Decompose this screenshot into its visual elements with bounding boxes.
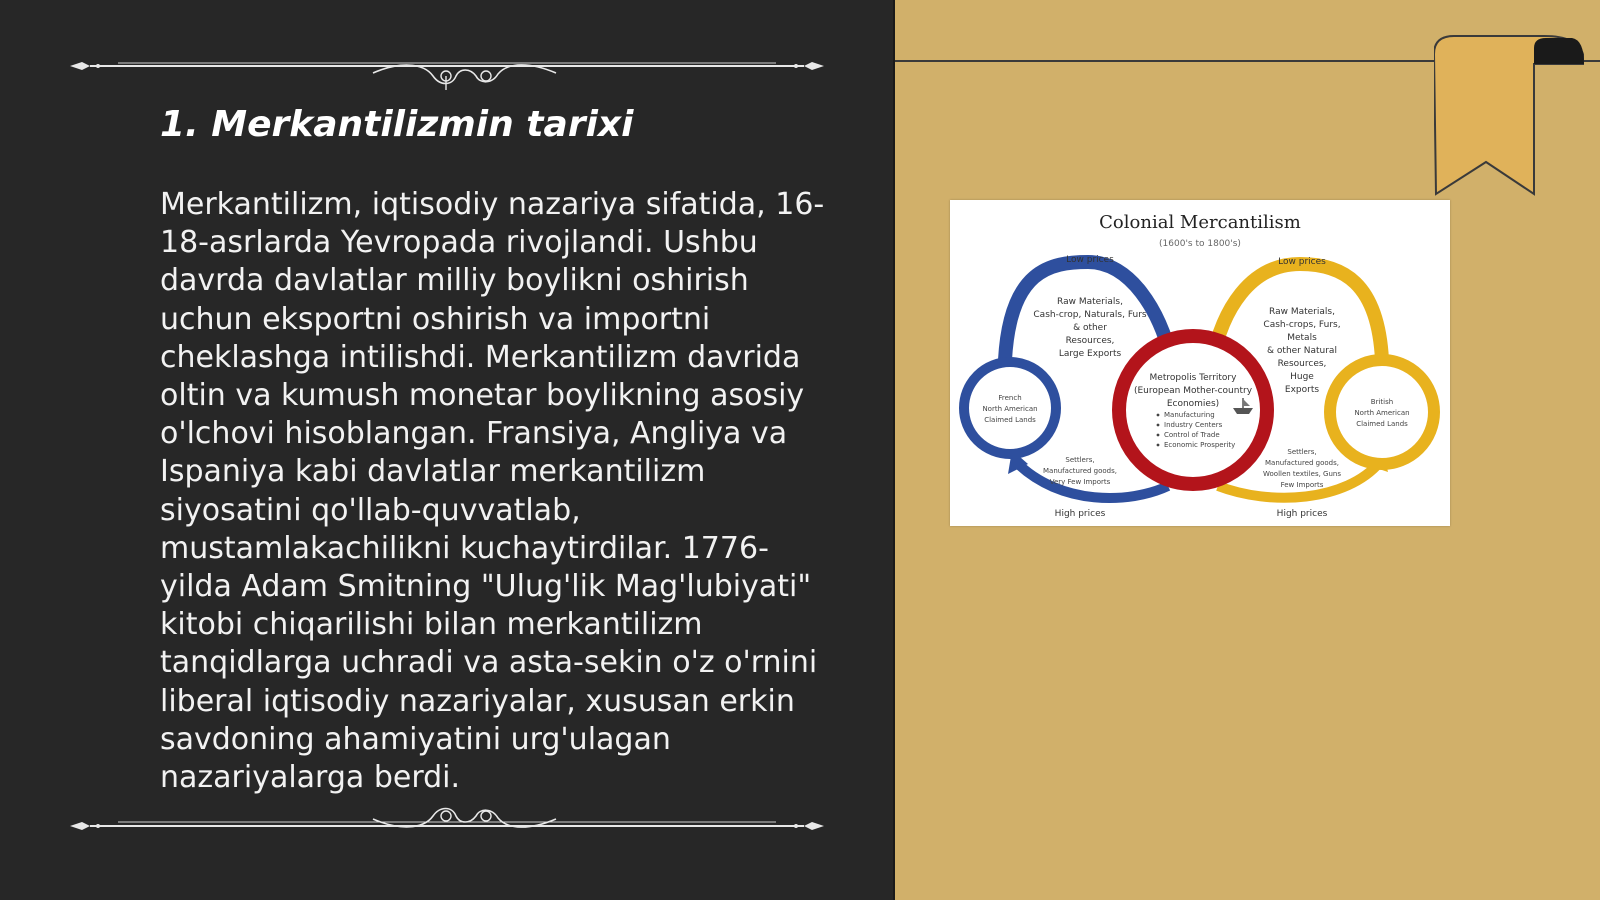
ornament-top	[68, 40, 826, 90]
svg-text:Settlers,: Settlers,	[1065, 456, 1095, 464]
svg-text:British: British	[1370, 398, 1394, 406]
svg-text:Economic Prosperity: Economic Prosperity	[1164, 441, 1236, 449]
low-prices-right: Low prices	[1278, 257, 1326, 267]
svg-text:(European Mother-country: (European Mother-country	[1133, 386, 1253, 396]
slide-title: 1. Merkantilizmin tarixi	[160, 104, 634, 145]
svg-text:Economies): Economies)	[1166, 399, 1220, 409]
svg-text:North American: North American	[982, 405, 1038, 413]
diagram-title: Colonial Mercantilism	[1099, 212, 1301, 233]
high-prices-right: High prices	[1276, 509, 1328, 519]
ornament-bottom	[68, 782, 826, 832]
svg-text:Settlers,: Settlers,	[1287, 448, 1317, 456]
svg-text:Control of Trade: Control of Trade	[1164, 431, 1220, 439]
svg-text:Resources,: Resources,	[1277, 359, 1327, 369]
diagram-subtitle: (1600's to 1800's)	[1159, 239, 1241, 249]
colonial-mercantilism-diagram	[950, 200, 1450, 526]
svg-text:Industry Centers: Industry Centers	[1164, 421, 1223, 429]
left-raw-materials-label	[1033, 297, 1147, 359]
panel-divider	[893, 0, 895, 900]
svg-text:Manufacturing: Manufacturing	[1164, 411, 1215, 419]
left-settlers-label	[1043, 456, 1117, 486]
svg-text:French: French	[998, 394, 1022, 402]
svg-text:Large Exports: Large Exports	[1058, 349, 1122, 359]
svg-text:Manufactured goods,: Manufactured goods,	[1042, 467, 1118, 475]
svg-text:Metals: Metals	[1287, 333, 1317, 343]
svg-text:Huge: Huge	[1290, 372, 1314, 382]
low-prices-left: Low prices	[1066, 255, 1114, 265]
svg-text:Claimed Lands: Claimed Lands	[1356, 420, 1408, 428]
slide-body-text: Merkantilizm, iqtisodiy nazariya sifatida, 16-18-asrlarda Yevropada rivojlandi. Ushbu davrda davlatlar milliy boylikni oshirish uchun eksportni oshirish va importni cheklashga intilishdi. Merkantilizm davrida oltin va kumush monetar boylikning asosiy o'lchovi hisoblangan. Fransiya, Angliya va Ispaniya kabi davlatlar merkantilizm siyosatini qo'llab-quvvatlab, mustamlakachilikni kuchaytirdilar. 1776-yilda Adam Smitning "Ulug'lik Mag'lubiyati" kitobi chiqarilishi bilan merkantilizm tanqidlarga uchradi va asta-sekin o'z o'rnini liberal iqtisodiy nazariyalar, xususan erkin savdoning ahamiyatini urg'ulagan nazariyalarga berdi.	[160, 187, 825, 796]
svg-text:& other Natural: & other Natural	[1267, 346, 1337, 356]
svg-text:Metropolis Territory: Metropolis Territory	[1149, 373, 1237, 383]
svg-text:North American: North American	[1354, 409, 1410, 417]
svg-text:Raw Materials,: Raw Materials,	[1057, 297, 1123, 307]
svg-text:Raw Materials,: Raw Materials,	[1269, 307, 1335, 317]
svg-text:Exports: Exports	[1284, 385, 1320, 395]
svg-text:Cash-crops, Furs,: Cash-crops, Furs,	[1263, 320, 1341, 330]
right-raw-materials-label	[1263, 307, 1340, 395]
svg-text:& other: & other	[1073, 323, 1107, 333]
svg-text:Claimed Lands: Claimed Lands	[984, 416, 1036, 424]
svg-text:Resources,: Resources,	[1065, 336, 1115, 346]
svg-text:Few Imports: Few Imports	[1280, 481, 1324, 489]
bookmark-icon	[1434, 34, 1584, 204]
svg-text:Very Few Imports: Very Few Imports	[1049, 478, 1111, 486]
svg-text:Cash-crop, Naturals, Furs: Cash-crop, Naturals, Furs	[1033, 310, 1147, 320]
svg-text:Woollen textiles, Guns: Woollen textiles, Guns	[1263, 470, 1341, 478]
high-prices-left: High prices	[1054, 509, 1106, 519]
right-settlers-label	[1263, 448, 1341, 489]
svg-text:Manufactured goods,: Manufactured goods,	[1264, 459, 1340, 467]
